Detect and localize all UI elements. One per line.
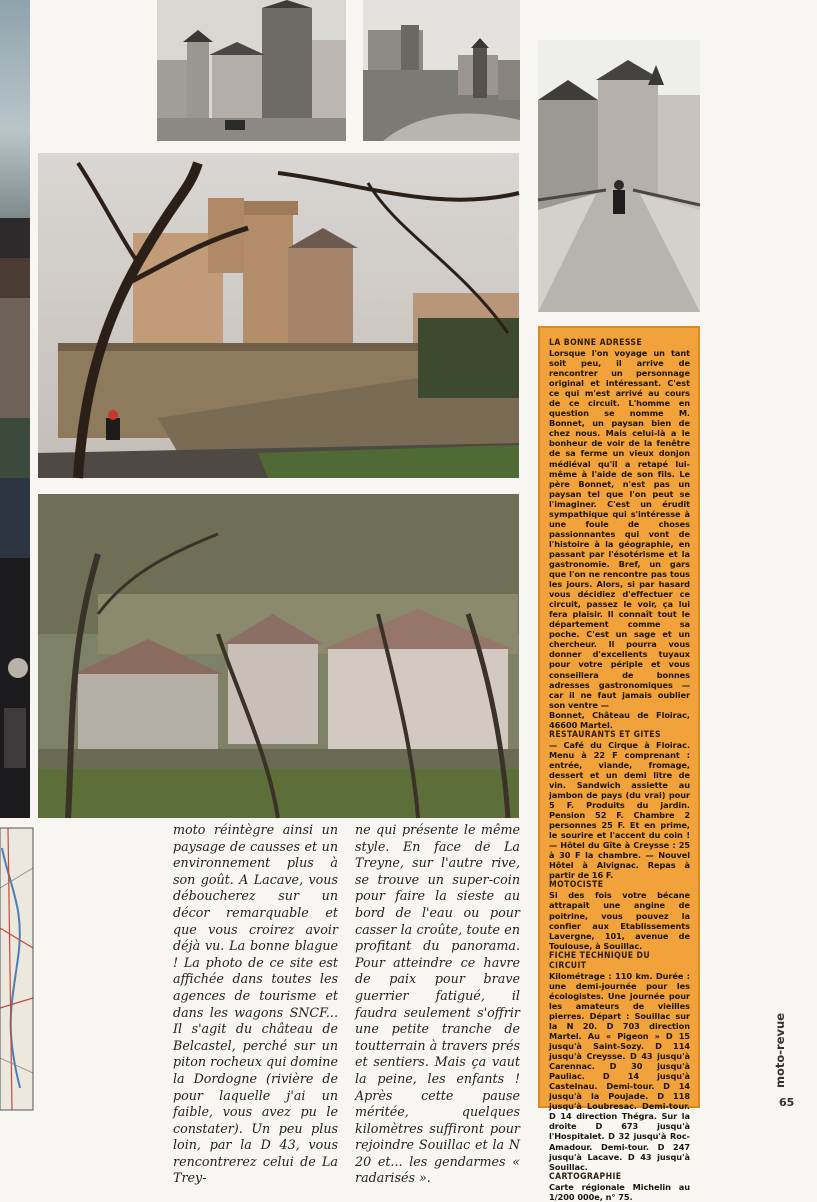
article-text-column-2: ne qui présente le même style. En face de La Treyne, sur l'autre rive, se trouve un super-coin pour faire la sieste au bord de l'eau ou pour casser la croûte, toute en profitant du panorama. Pour atteindre ce havre de paix pour brave guerrier fatigué, il faudra seulement s'offrir une petite tranche de toutterrain à travers prés et sentiers. Mais ça vaut la peine, les enfants ! Après cette pause méritée, quelques kilomètres suffiront pour rejoindre Souillac et la N 20 et... les gendarmes « radarisés ». — [355, 822, 520, 1186]
photo-village-orchard — [38, 494, 519, 818]
map-fragment — [0, 828, 33, 1110]
bonne-adresse-address: Bonnet, Château de Floirac, 46600 Martel. — [549, 709, 690, 730]
bonne-adresse-text: Lorsque l'on voyage un tant soit peu, il arrive de rencontrer un personnage original et intéressant. C'est ce qui m'est arrivé au cours de ce circuit. L'homme en question se nomme M. Bonnet, un paysan bien de chez nous. Mais celui-là a le bonheur de voir de la fenêtre de sa ferme un vieux donjon médiéval qu'il a retapé lui-même à l'aide de son fils. Le père Bonnet, n'est pas un paysan tel que l'on peut se l'imaginer. C'est un érudit sympathique qui s'intéresse à une foule de choses passionnantes qui vont de l'histoire à la géographie, en passant par l'ésotérisme et la gastronomie. Bref, un gars que l'on ne rencontre pas tous les jours. Alors, si par hasard vous décidiez d'effectuer ce circuit, passez le voir, ça lui fera plaisir. Il connaît tout le département comme sa poche. C'est un sage et un chercheur. Il pourra vous donner d'excellents tuyaux pour votre périple et vous conseillera de bonnes adresses gastronomiques — car il ne faut jamais oublier son ventre — — [549, 348, 690, 710]
page-number: 65 — [779, 1096, 795, 1109]
fiche-technique-text: Kilométrage : 110 km. Durée : une demi-journée pour les écologistes. Une journée pour les amateurs de vieilles pierres. Départ : Souillac sur la N 20. D 703 direction Martel. Au « Pigeon » D 15 jusqu'à Saint-Sozy. D 114 jusqu'à Creysse. D 43 jusqu'à Carennac. D 30 jusqu'à Pauliac. D 14 jusqu'à Castelnau. Demi-tour. D 14 jusqu'à la Poujade. D 118 jusqu'à Loubresac. Demi-tour. D 14 direction Thégra. Sur la droite D 673 jusqu'à l'Hospitalet. D 32 jusqu'à Roc-Amadour. Demi-tour. D 247 jusqu'à Lacave. D 43 jusqu'à Souillac. — [549, 970, 690, 1172]
restaurants-heading: RESTAURANTS ET GITES — [549, 729, 661, 740]
bonne-adresse-heading: LA BONNE ADRESSE — [549, 338, 643, 348]
motociste-text: Si des fois votre bécane attrapait une angine de poitrine, vous pouvez la confier aux Etablissements Lavergne, 101, avenue de Toulouse, à Souillac. — [549, 890, 690, 951]
info-sidebar — [538, 326, 700, 1202]
left-edge-photo-motorcycle — [0, 218, 30, 818]
photo-castle-bridge-motorcycle — [538, 40, 700, 312]
photo-village-tower — [157, 0, 346, 141]
photo-hill-castle — [363, 0, 520, 141]
motociste-heading: MOTOCISTE — [549, 880, 604, 891]
cartographie-heading: CARTOGRAPHIE — [549, 1171, 622, 1182]
cartographie-text: Carte régionale Michelin au 1/200 000e, n° 75. — [549, 1181, 690, 1202]
fiche-technique-heading: FICHE TECHNIQUE DU CIRCUIT — [549, 950, 651, 971]
article-text-column-1: moto réintègre ainsi un paysage de causses et un environnement plus à son goût. A Lacave, vous déboucherez sur un décor remarquable et que vous croirez avoir déjà vu. La bonne blague ! La photo de ce site est affichée dans toutes les agences de tourisme et dans les wagons SNCF... Il s'agit du château de Belcastel, perché sur un piton rocheux qui domine la Dordogne (rivière de pour laquelle j'ai un faible, vous avez pu le constater). Un peu plus loin, par la D 43, vous rencontrerez celui de La Trey- — [173, 822, 338, 1186]
left-edge-photo-top — [0, 0, 30, 218]
photo-belcastel-castle — [38, 153, 519, 478]
restaurants-text: — Café du Cirque à Floirac. Menu à 22 F comprenant : entrée, viande, fromage, dessert et un demi litre de vin. Sandwich assiette au jambon de pays (du vrai) pour 5 F. Produits du jardin. Pension 52 F. Chambre 2 personnes 25 F. Et en prime, le sourire et l'accent du coin ! — Hôtel du Gîte à Creysse : 25 à 30 F la chambre. — Nouvel Hôtel à Alvignac. Repas à partir de 16 F. — [549, 739, 690, 881]
magazine-name: moto-revue — [773, 1012, 787, 1088]
